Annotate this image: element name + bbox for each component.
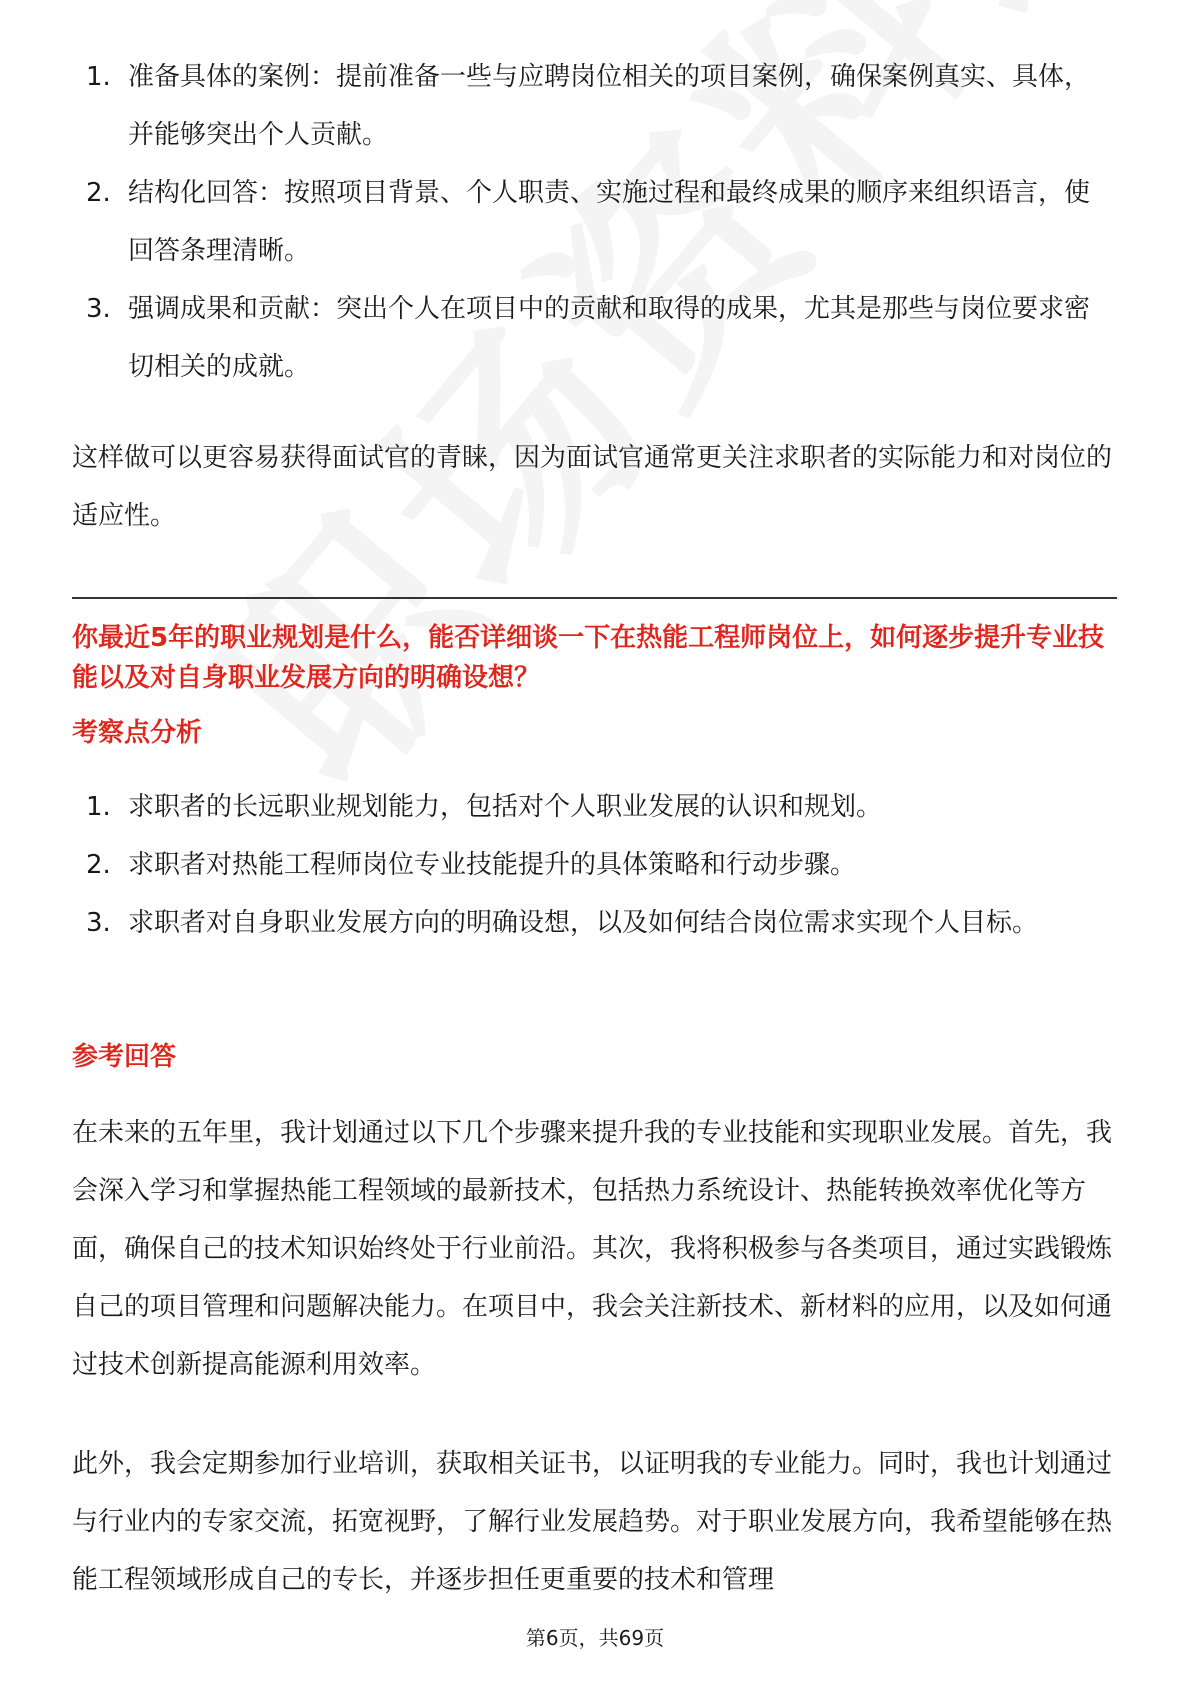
list-item xyxy=(0,48,1108,164)
question-heading: 你最近5年的职业规划是什么，能否详细谈一下在热能工程师岗位上，如何逐步提升专业技能以及对自身职业发展方向的明确设想？ xyxy=(72,623,1105,693)
list-number: 1. xyxy=(86,792,111,822)
section-divider xyxy=(72,597,1117,599)
list-number: 3. xyxy=(86,908,111,938)
list-item-text: 求职者对自身职业发展方向的明确设想，以及如何结合岗位需求实现个人目标。 xyxy=(128,908,1039,938)
analysis-list xyxy=(0,778,1108,1010)
list-item-text: 准备具体的案例：提前准备一些与应聘岗位相关的项目案例，确保案例真实、具体，并能够突出个人贡献。 xyxy=(128,62,1091,150)
list-item xyxy=(0,836,1108,894)
list-number: 1. xyxy=(86,62,111,92)
list-number: 3. xyxy=(86,294,111,324)
answer-paragraph-1: 在未来的五年里，我计划通过以下几个步骤来提升我的专业技能和实现职业发展。首先，我会深入学习和掌握热能工程领域的最新技术，包括热力系统设计、热能转换效率优化等方面，确保自己的技术知识始终处于行业前沿。其次，我将积极参与各类项目，通过实践锻炼自己的项目管理和问题解决能力。在项目中，我会关注新技术、新材料的应用，以及如何通过技术创新提高能源利用效率。 xyxy=(72,1118,1113,1380)
answer-heading: 参考回答 xyxy=(72,1042,177,1072)
list-number: 2. xyxy=(86,178,111,208)
list-item-text: 求职者的长远职业规划能力，包括对个人职业发展的认识和规划。 xyxy=(128,792,883,822)
list-item xyxy=(0,778,1108,836)
page-footer: 第6页，共69页 xyxy=(525,1626,665,1650)
list-number: 2. xyxy=(86,850,111,880)
analysis-heading: 考察点分析 xyxy=(72,718,203,748)
list-item xyxy=(0,894,1108,1010)
list-item xyxy=(0,280,1108,396)
list-item-text: 强调成果和贡献：突出个人在项目中的贡献和取得的成果，尤其是那些与岗位要求密切相关的成就。 xyxy=(128,294,1091,382)
list-item xyxy=(0,164,1108,280)
summary-paragraph: 这样做可以更容易获得面试官的青睐，因为面试官通常更关注求职者的实际能力和对岗位的适应性。 xyxy=(72,443,1113,531)
list-item-text: 求职者对热能工程师岗位专业技能提升的具体策略和行动步骤。 xyxy=(128,850,857,880)
tips-list xyxy=(0,48,1108,396)
answer-paragraph-2: 此外，我会定期参加行业培训，获取相关证书，以证明我的专业能力。同时，我也计划通过与行业内的专家交流，拓宽视野，了解行业发展趋势。对于职业发展方向，我希望能够在热能工程领域形成自己的专长，并逐步担任更重要的技术和管理 xyxy=(72,1449,1113,1595)
list-item-text: 结构化回答：按照项目背景、个人职责、实施过程和最终成果的顺序来组织语言，使回答条理清晰。 xyxy=(128,178,1091,266)
